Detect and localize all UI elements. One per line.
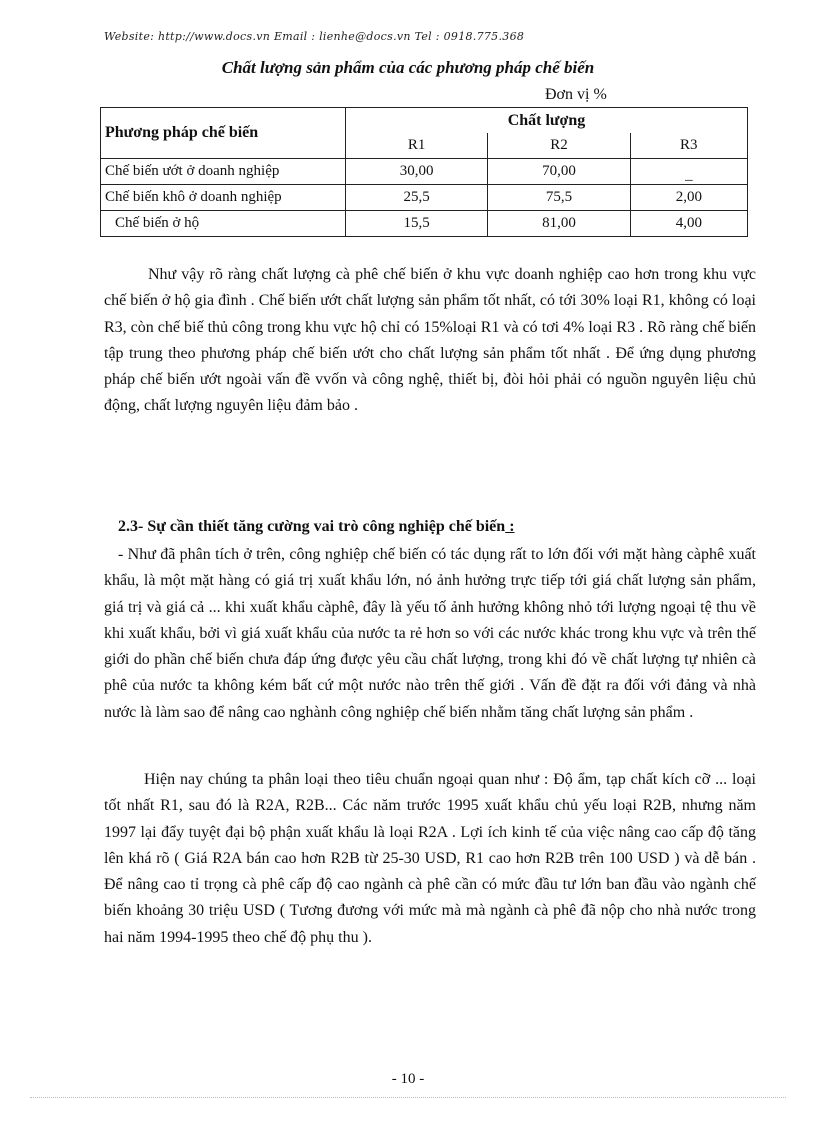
r2-cell: 81,00 [488, 211, 630, 237]
paragraph-processing-role: - Như đã phân tích ở trên, công nghiệp chế biến có tác dụng rất to lớn đối với mặt hàng càphê xuất khẩu, là một mặt hàng có giá trị xuất khẩu lớn, nó ảnh hưởng trực tiếp tới giá chất lượng sản phẩm, giá trị và giá cả ... khi xuất khẩu càphê, đây là yếu tố ảnh hưởng không nhỏ tới lượng ngoại tệ thu về khi xuất khẩu, bởi vì giá xuất khẩu của nước ta rẻ hơn so với các nước khác trong khu vực và trên thế giới do phần chế biến chưa đáp ứng được yêu cầu chất lượng, trong khi đó về chất lượng tự nhiên cà phê của nước ta không kém bất cứ một nước nào trên thế giới . Vấn đề đặt ra đối với đảng và nhà nước là làm sao để nâng cao nghành công nghiệp chế biến nhằm tăng chất lượng sản phẩm . [104, 546, 756, 721]
table-title: Chất lượng sản phẩm của các phương pháp chế biến [221, 58, 595, 77]
table-header-row [101, 108, 748, 134]
footer-divider [30, 1097, 786, 1098]
quality-table [100, 107, 748, 237]
r1-cell: 15,5 [346, 211, 488, 237]
method-cell: Chế biến khô ở doanh nghiệp [101, 185, 346, 211]
r3-cell: 2,00 [630, 185, 747, 211]
paragraph-classification: Hiện nay chúng ta phân loại theo tiêu chuẩn ngoại quan như : Độ ẩm, tạp chất kích cỡ ... loại tốt nhất R1, sau đó là R2A, R2B... Các năm trước 1995 xuất khẩu chủ yếu loại R2B, nhưng năm 1997 lại đẩy tuyệt đại bộ phận xuất khẩu là loại R2A . Lợi ích kinh tế của việc nâng cao cấp độ tăng lên khá rõ ( Giá R2A bán cao hơn R2B từ 25-30 USD, R1 cao hơn R2B trên 100 USD ) và dễ bán . Để nâng cao tỉ trọng cà phê cấp độ cao ngành cà phê cần có mức đầu tư lớn ban đầu vào ngành chế biến khoảng 30 triệu USD ( Tương đương với mức mà mà ngành cà phê đã nộp cho nhà nước trong hai năm 1994-1995 theo chế độ phụ thu ). [104, 771, 756, 946]
page-header-contact: Website: http://www.docs.vn Email : lienhe@docs.vn Tel : 0918.775.368 [104, 30, 525, 43]
page-number: - 10 - [391, 1071, 425, 1087]
r3-cell: 4,00 [630, 211, 747, 237]
grade-header-r3: R3 [630, 133, 747, 159]
grade-header-r1: R1 [346, 133, 488, 159]
r2-cell: 70,00 [488, 159, 630, 185]
method-cell: Chế biến ướt ở doanh nghiệp [101, 159, 346, 185]
table-row [101, 185, 748, 211]
r3-cell: _ [630, 159, 747, 185]
table-row [101, 159, 748, 185]
section-heading-suffix: : [505, 518, 515, 535]
r2-cell: 75,5 [488, 185, 630, 211]
grade-header-r2: R2 [488, 133, 630, 159]
method-cell: Chế biến ở hộ [101, 211, 346, 237]
table-row [101, 211, 748, 237]
r1-cell: 30,00 [346, 159, 488, 185]
paragraph-comparison: Như vậy rõ ràng chất lượng cà phê chế biến ở khu vực doanh nghiệp cao hơn trong khu vực chế biến ở hộ gia đình . Chế biến ướt chất lượng sản phẩm tốt nhất, có tới 30% loại R1, không có loại R3, còn chế biế thủ công trong khu vực hộ chỉ có 15%loại R1 và có tơi 4% loại R3 . Rõ ràng chế biến tập trung theo phương pháp chế biến ướt cho chất lượng sản phẩm tốt nhất . Để ứng dụng phương pháp chế biến ướt ngoài vấn đề vvốn và công nghệ, thiết bị, đòi hỏi phải có nguồn nguyên liệu chủ động, chất lượng nguyên liệu đảm bảo . [104, 266, 756, 415]
section-heading [118, 518, 515, 536]
section-heading-text: 2.3- Sự cần thiết tăng cường vai trò công nghiệp chế biến [118, 518, 506, 535]
method-column-header: Phương pháp chế biến [101, 108, 346, 159]
r1-cell: 25,5 [346, 185, 488, 211]
unit-label: Đơn vị % [545, 86, 607, 103]
quality-column-header: Chất lượng [346, 108, 748, 134]
